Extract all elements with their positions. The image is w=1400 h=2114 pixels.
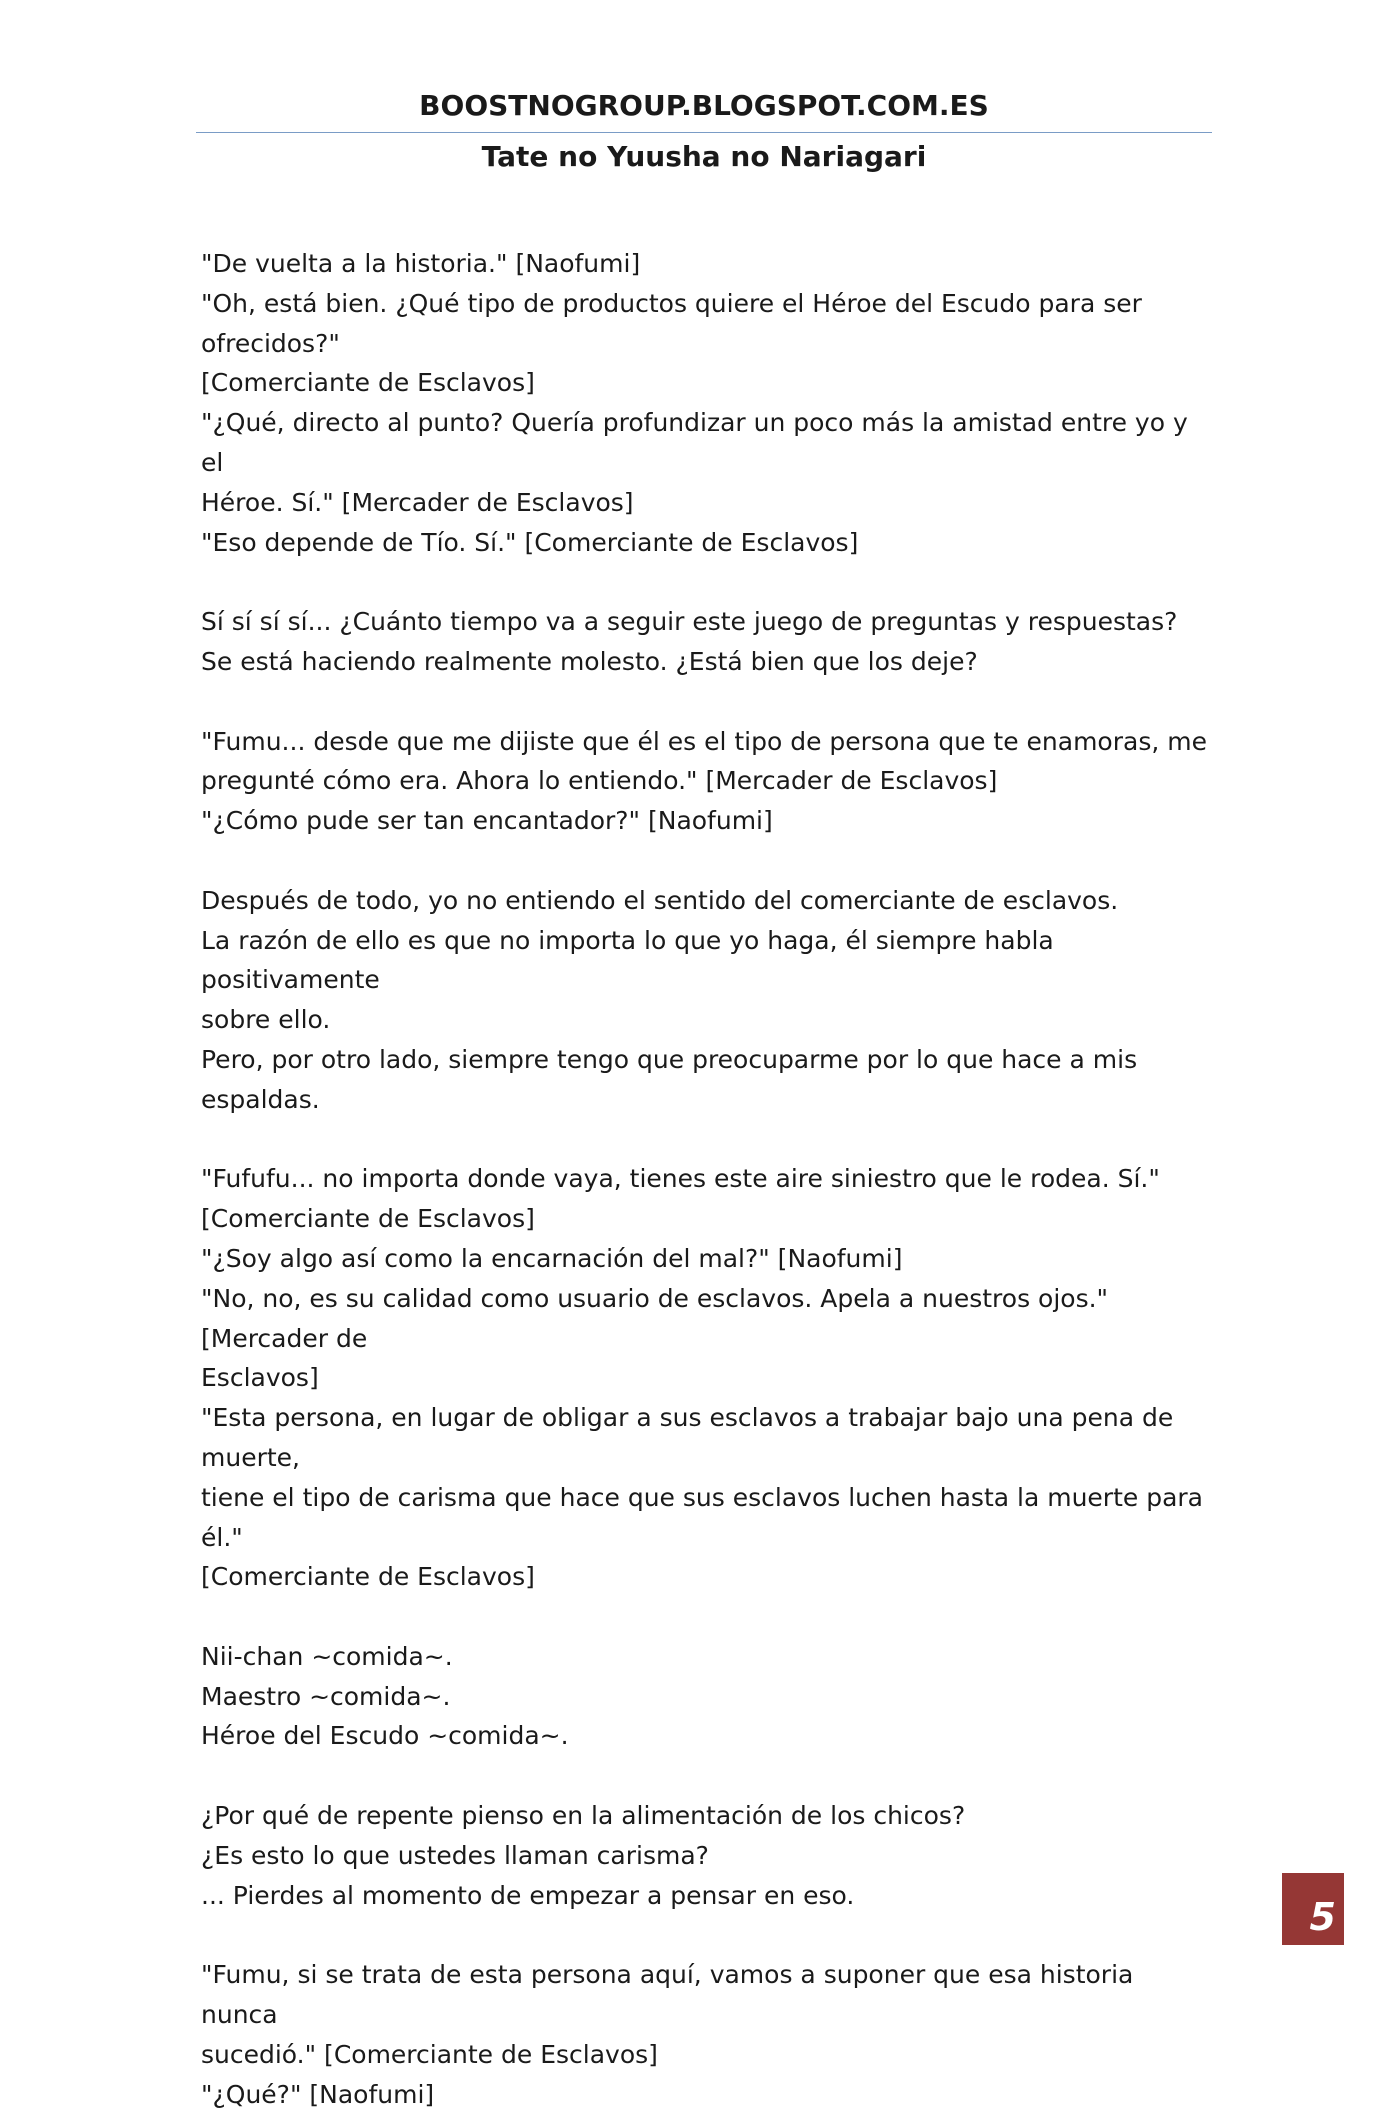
site-title: BOOSTNOGROUP.BLOGSPOT.COM.ES <box>419 89 989 122</box>
text-line: ... Pierdes al momento de empezar a pensar en eso. <box>201 1880 855 1910</box>
paragraph <box>201 1955 1211 2114</box>
paragraph <box>201 722 1211 841</box>
text-line: "¿Soy algo así como la encarnación del mal?" [Naofumi] <box>201 1243 903 1273</box>
text-line: Maestro ~comida~. <box>201 1681 451 1711</box>
text-line: Sí sí sí sí... ¿Cuánto tiempo va a seguir este juego de preguntas y respuestas? <box>201 607 1178 637</box>
body-text <box>201 244 1211 2114</box>
novel-title: Tate no Yuusha no Nariagari <box>481 140 927 173</box>
text-line: [Comerciante de Esclavos] <box>201 368 535 398</box>
text-line: ¿Es esto lo que ustedes llaman carisma? <box>201 1840 709 1870</box>
paragraph <box>201 244 1211 562</box>
page-number: 5 <box>1309 1895 1336 1939</box>
text-line: [Comerciante de Esclavos] <box>201 1562 535 1592</box>
text-line: "¿Qué, directo al punto? Quería profundizar un poco más la amistad entre yo y el <box>201 408 1196 477</box>
text-line: "Fumu, si se trata de esta persona aquí, vamos a suponer que esa historia nunca <box>201 1960 1142 2030</box>
text-line: Héroe. Sí." [Mercader de Esclavos] <box>201 487 634 517</box>
text-line: "¿Qué?" [Naofumi] <box>201 2079 435 2109</box>
paragraph <box>201 881 1211 1120</box>
text-line: sucedió." [Comerciante de Esclavos] <box>201 2039 658 2069</box>
text-line: Se está haciendo realmente molesto. ¿Está bien que los deje? <box>201 646 978 676</box>
header-divider <box>196 132 1212 133</box>
text-line: Pero, por otro lado, siempre tengo que preocuparme por lo que hace a mis espaldas. <box>201 1044 1146 1114</box>
text-line: La razón de ello es que no importa lo que yo haga, él siempre habla positivamente <box>201 925 1062 995</box>
text-line: Héroe del Escudo ~comida~. <box>201 1721 569 1751</box>
text-line: Después de todo, yo no entiendo el sentido del comerciante de esclavos. <box>201 885 1119 915</box>
paragraph <box>201 602 1211 682</box>
paragraph <box>201 1637 1211 1756</box>
text-line: Nii-chan ~comida~. <box>201 1641 453 1671</box>
text-line: "Fumu... desde que me dijiste que él es el tipo de persona que te enamoras, me <box>201 726 1207 756</box>
text-line: "Eso depende de Tío. Sí." [Comerciante de Esclavos] <box>201 527 859 557</box>
text-line: "Esta persona, en lugar de obligar a sus esclavos a trabajar bajo una pena de muerte, <box>201 1403 1182 1472</box>
text-line: "De vuelta a la historia." [Naofumi] <box>201 249 641 278</box>
text-line: Esclavos] <box>201 1363 319 1393</box>
text-line: "Oh, está bien. ¿Qué tipo de productos quiere el Héroe del Escudo para ser ofrecidos?" <box>201 288 1150 358</box>
page-number-badge <box>1282 1873 1344 1945</box>
paragraph <box>201 1159 1211 1597</box>
text-line: tiene el tipo de carisma que hace que sus esclavos luchen hasta la muerte para él." <box>201 1482 1211 1552</box>
text-line: pregunté cómo era. Ahora lo entiendo." [Mercader de Esclavos] <box>201 766 998 796</box>
text-line: [Comerciante de Esclavos] <box>201 1204 535 1234</box>
paragraph <box>201 1796 1211 1915</box>
page-header <box>196 84 1212 177</box>
text-line: sobre ello. <box>201 1005 331 1035</box>
text-line: "¿Cómo pude ser tan encantador?" [Naofumi] <box>201 806 773 836</box>
text-line: ¿Por qué de repente pienso en la alimentación de los chicos? <box>201 1801 966 1831</box>
text-line: "Fufufu... no importa donde vaya, tienes este aire siniestro que le rodea. Sí." <box>201 1164 1160 1194</box>
text-line: "No, no, es su calidad como usuario de esclavos. Apela a nuestros ojos." [Mercader de <box>201 1283 1116 1353</box>
